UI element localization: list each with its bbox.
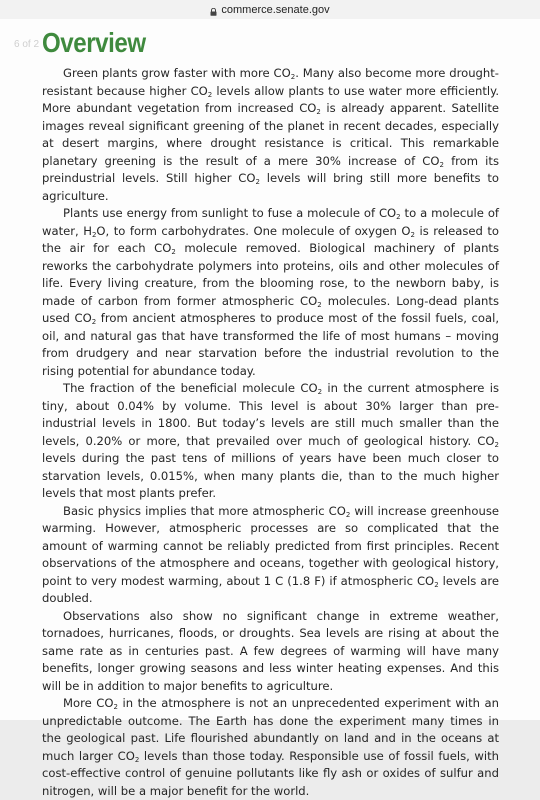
subscript: 2 [91,318,97,326]
subscript: 2 [134,755,140,764]
text-run: from its preindustrial levels. Still higher CO [42,153,499,185]
document-page [0,19,540,798]
subscript: 2 [255,178,260,186]
browser-address-bar[interactable] [0,0,540,19]
text-run: from ancient atmospheres to produce most of the fossil fuels, coal, oil, and natural gas that have transformed the life of most humans – moving from drudgery and near starvation before the industrial revolution to the rising potential for abundance today. [42,311,500,378]
text-run: is already apparent. Satellite images reveal significant greening of the planet in recent decades, especially at desert margins, where drought resistance is critical. This remarkable planetary greening is the result of a mere 30% increase of CO [42,101,499,168]
text-run: More CO [63,696,114,710]
text-run: levels during the past tens of millions of years have been much closer to starvation levels, 0.015%, when many plants die, than to the much higher levels that most plants prefer. [42,451,499,500]
subscript: 2 [317,300,322,309]
text-run: levels are doubled. [42,573,500,605]
page-indicator: 6 of 2 [14,39,40,50]
subscript: 2 [207,90,213,99]
subscript: 2 [290,73,296,81]
lock-icon [210,7,217,15]
page-title: Overview [42,27,146,58]
text-run: Observations also show no significant change in extreme weather, tornadoes, hurricanes, floods, or droughts. Sea levels are rising at about the same rate as in centuries past. A few degrees of warming will have many benefits, longer growing seasons and less winter heating expenses. And this will be in addition to major benefits to agriculture. [42,608,499,693]
subscript: 2 [494,440,499,449]
text-run: in the atmosphere is not an unprecedented experiment with an unpredictable outcome. The Earth has done the experiment many times in the geological past. Life flourished abundantly on land and in the oceans at much larger CO [42,696,500,763]
text-run: The fraction of the beneficial molecule CO [63,381,318,395]
body-paragraph [42,503,499,608]
document-body [42,65,499,800]
subscript: 2 [317,388,323,396]
subscript: 2 [396,213,401,221]
body-paragraph [42,380,499,503]
text-run: Basic physics implies that more atmospheric CO [63,503,346,518]
text-run: is released to the air for each CO [42,223,500,255]
body-paragraph [42,205,499,380]
text-run: in the current atmosphere is tiny, about 0.04% by volume. This level is about 30% larger than pre-industrial levels in 1800. But today’s levels are still much smaller than the levels, 0.20% or more, that prevailed over much of geological history. CO [42,381,499,448]
subscript: 2 [113,703,118,711]
url-text: commerce.senate.gov [221,3,330,16]
subscript: 2 [439,160,444,169]
text-run: molecule removed. Biological machinery of plants reworks the carbohydrate polymers into proteins, oils and other molecules of life. Every living creature, from the blooming rose, to the newborn baby, is made of carbon from former atmospheric CO [42,241,499,308]
subscript: 2 [345,510,351,519]
subscript: 2 [91,230,97,239]
subscript: 2 [434,580,439,589]
body-paragraph [42,65,499,205]
text-run: levels than those today. Responsible use of fossil fuels, with cost-effective control of genuine pollutants like fly ash or oxides of sulfur and nitrogen, will be a major benefit for the world. [42,748,499,798]
text-run: Green plants grow faster with more CO [63,66,291,80]
subscript: 2 [171,248,176,256]
text-run: Plants use energy from sunlight to fuse a molecule of CO [63,206,397,220]
body-paragraph [42,608,499,696]
subscript: 2 [316,108,321,116]
text-run: O, to form carbohydrates. One molecule of oxygen O [96,223,411,238]
text-run: . Many also become more drought-resistant because higher CO [42,66,499,98]
text-run: to a molecule of water, H [42,206,499,238]
subscript: 2 [410,230,415,239]
text-run: molecules. Long-dead plants used CO [42,293,499,325]
text-run: will increase greenhouse warming. However, atmospheric processes are so complicated that the amount of warming cannot be reliably predicted from first principles. Recent observations of the atmosphere and oceans, together with geological history, point to very modest warming, about 1 C (1.8 F) if atmospheric CO [42,503,500,588]
text-run: levels allow plants to use water more efficiently. More abundant vegetation from increased CO [42,83,500,115]
text-run: levels will bring still more benefits to agriculture. [42,171,499,203]
body-paragraph [42,695,499,800]
